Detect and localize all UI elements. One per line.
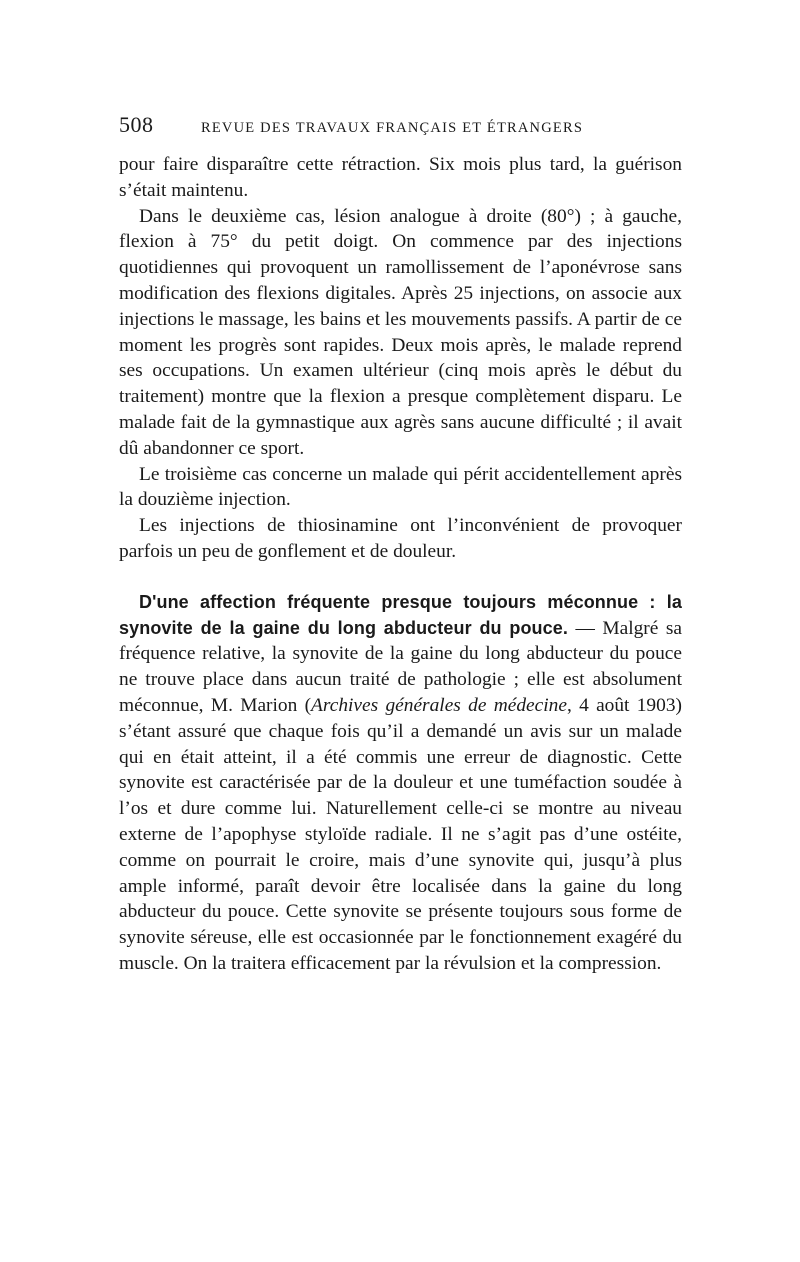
paragraph-4: Les injections de thiosinamine ont l’inconvénient de provoquer parfois un peu de gonflement et de douleur. <box>119 515 682 562</box>
running-header <box>119 112 682 142</box>
body-text <box>119 152 682 977</box>
paragraph-2: Dans le deuxième cas, lésion analogue à droite (80°) ; à gauche, flexion à 75° du petit doigt. On commence par des injections quotidiennes qui provoquent un ramollissement de l’aponévrose sans modification des flexions digitales. Après 25 injections, on associe aux injections le massage, les bains et les mouvements passifs. A partir de ce moment les progrès sont rapides. Deux mois après, le malade reprend ses occupations. Un examen ultérieur (cinq mois après le début du traitement) montre que la flexion a presque complètement disparu. Le malade fait de la gymnastique aux agrès sans aucune difficulté ; il avait dû abandonner ce sport. <box>119 205 682 459</box>
page-number: 508 <box>119 112 154 137</box>
paragraph-1: pour faire disparaître cette rétraction. Six mois plus tard, la guérison s’était maintenu. <box>119 154 682 201</box>
running-title: REVUE DES TRAVAUX FRANÇAIS ET ÉTRANGERS <box>201 120 584 136</box>
paragraph-5-text-b: , 4 août 1903) s’étant assuré que chaque fois qu’il a demandé un avis sur un malade qui en était atteint, il a été commis une erreur de diagnostic. Cette synovite est caractérisée par de la douleur et une tuméfaction soudée à l’os et dure comme lui. Naturellement celle-ci se montre au niveau externe de l’apophyse styloïde radiale. Il ne s’agit pas d’une ostéite, comme on pourrait le croire, mais d’une synovite qui, jusqu’à plus ample informé, paraît devoir être localisée dans la gaine du long abducteur du pouce. Cette synovite se présente toujours sous forme de synovite séreuse, elle est occasionnée par le fonctionnement exagéré du muscle. On la traitera efficacement par la révulsion et la compression. <box>119 694 682 974</box>
journal-title: Archives générales de médecine <box>311 694 567 716</box>
paragraph-5-text-a: — Malgré sa fréquence relative, la synovite de la gaine du long abducteur du pouce ne trouve place dans aucun traité de pathologie ; elle est absolument méconnue, M. Marion ( <box>119 617 682 716</box>
section-gap <box>119 565 682 590</box>
paragraph-3: Le troisième cas concerne un malade qui périt accidentellement après la douzième injection. <box>119 463 682 511</box>
section-heading: D'une affection fréquente presque toujours méconnue : la synovite de la gaine du long abducteur du pouce. <box>119 591 682 638</box>
book-page <box>119 112 682 977</box>
paragraph-5 <box>119 590 682 977</box>
